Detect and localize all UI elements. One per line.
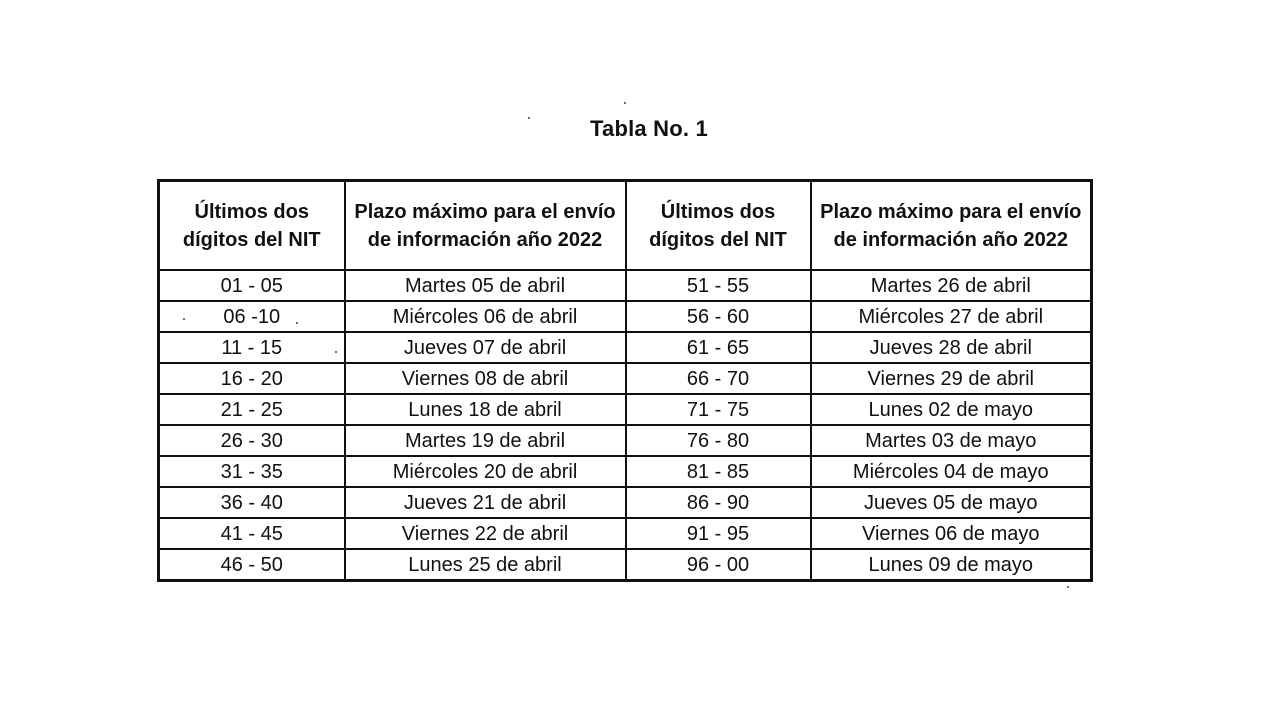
- nit-range-cell: 71 - 75: [626, 394, 811, 425]
- nit-range-cell: 91 - 95: [626, 518, 811, 549]
- nit-range-cell: 66 - 70: [626, 363, 811, 394]
- header-deadline-right: Plazo máximo para el envío de información año 2022: [811, 181, 1092, 271]
- nit-deadline-table: [157, 179, 1093, 582]
- deadline-cell: Viernes 22 de abril: [345, 518, 626, 549]
- header-nit-digits-right: Últimos dos dígitos del NIT: [626, 181, 811, 271]
- table-row: [159, 549, 1092, 581]
- deadline-cell: Jueves 21 de abril: [345, 487, 626, 518]
- table-row: [159, 270, 1092, 301]
- nit-range-cell: 41 - 45: [159, 518, 345, 549]
- nit-range-cell: 16 - 20: [159, 363, 345, 394]
- deadline-cell: Lunes 09 de mayo: [811, 549, 1092, 581]
- header-deadline-left: Plazo máximo para el envío de información año 2022: [345, 181, 626, 271]
- nit-range-cell: 61 - 65: [626, 332, 811, 363]
- table-title: Tabla No. 1: [590, 116, 708, 141]
- deadline-cell: Viernes 29 de abril: [811, 363, 1092, 394]
- table-row: [159, 332, 1092, 363]
- deadline-cell: Lunes 25 de abril: [345, 549, 626, 581]
- deadline-cell: Miércoles 27 de abril: [811, 301, 1092, 332]
- nit-range-cell: 21 - 25: [159, 394, 345, 425]
- nit-range-cell: 06 -10: [159, 301, 345, 332]
- deadline-cell: Viernes 06 de mayo: [811, 518, 1092, 549]
- nit-range-cell: 01 - 05: [159, 270, 345, 301]
- nit-range-cell: 76 - 80: [626, 425, 811, 456]
- nit-range-cell: 31 - 35: [159, 456, 345, 487]
- nit-range-cell: 11 - 15: [159, 332, 345, 363]
- nit-range-cell: 96 - 00: [626, 549, 811, 581]
- deadline-cell: Martes 03 de mayo: [811, 425, 1092, 456]
- deadline-cell: Viernes 08 de abril: [345, 363, 626, 394]
- nit-range-cell: 36 - 40: [159, 487, 345, 518]
- deadline-cell: Miércoles 06 de abril: [345, 301, 626, 332]
- deadline-cell: Jueves 28 de abril: [811, 332, 1092, 363]
- deadline-cell: Miércoles 20 de abril: [345, 456, 626, 487]
- nit-range-cell: 46 - 50: [159, 549, 345, 581]
- table-row: [159, 456, 1092, 487]
- nit-range-cell: 26 - 30: [159, 425, 345, 456]
- scan-speck: [1067, 586, 1069, 588]
- deadline-cell: Martes 19 de abril: [345, 425, 626, 456]
- scan-speck: [624, 102, 626, 104]
- nit-range-cell: 51 - 55: [626, 270, 811, 301]
- table-row: [159, 394, 1092, 425]
- table-row: [159, 425, 1092, 456]
- nit-range-cell: 86 - 90: [626, 487, 811, 518]
- deadline-cell: Martes 05 de abril: [345, 270, 626, 301]
- deadline-cell: Lunes 18 de abril: [345, 394, 626, 425]
- table-row: [159, 301, 1092, 332]
- table-row: [159, 487, 1092, 518]
- header-nit-digits-left: Últimos dos dígitos del NIT: [159, 181, 345, 271]
- nit-range-cell: 81 - 85: [626, 456, 811, 487]
- table-row: [159, 363, 1092, 394]
- table-row: [159, 518, 1092, 549]
- deadline-cell: Jueves 07 de abril: [345, 332, 626, 363]
- scan-speck: [528, 117, 530, 119]
- table-header-row: [159, 181, 1092, 271]
- deadline-cell: Martes 26 de abril: [811, 270, 1092, 301]
- nit-range-cell: 56 - 60: [626, 301, 811, 332]
- deadline-cell: Jueves 05 de mayo: [811, 487, 1092, 518]
- deadline-cell: Lunes 02 de mayo: [811, 394, 1092, 425]
- deadline-cell: Miércoles 04 de mayo: [811, 456, 1092, 487]
